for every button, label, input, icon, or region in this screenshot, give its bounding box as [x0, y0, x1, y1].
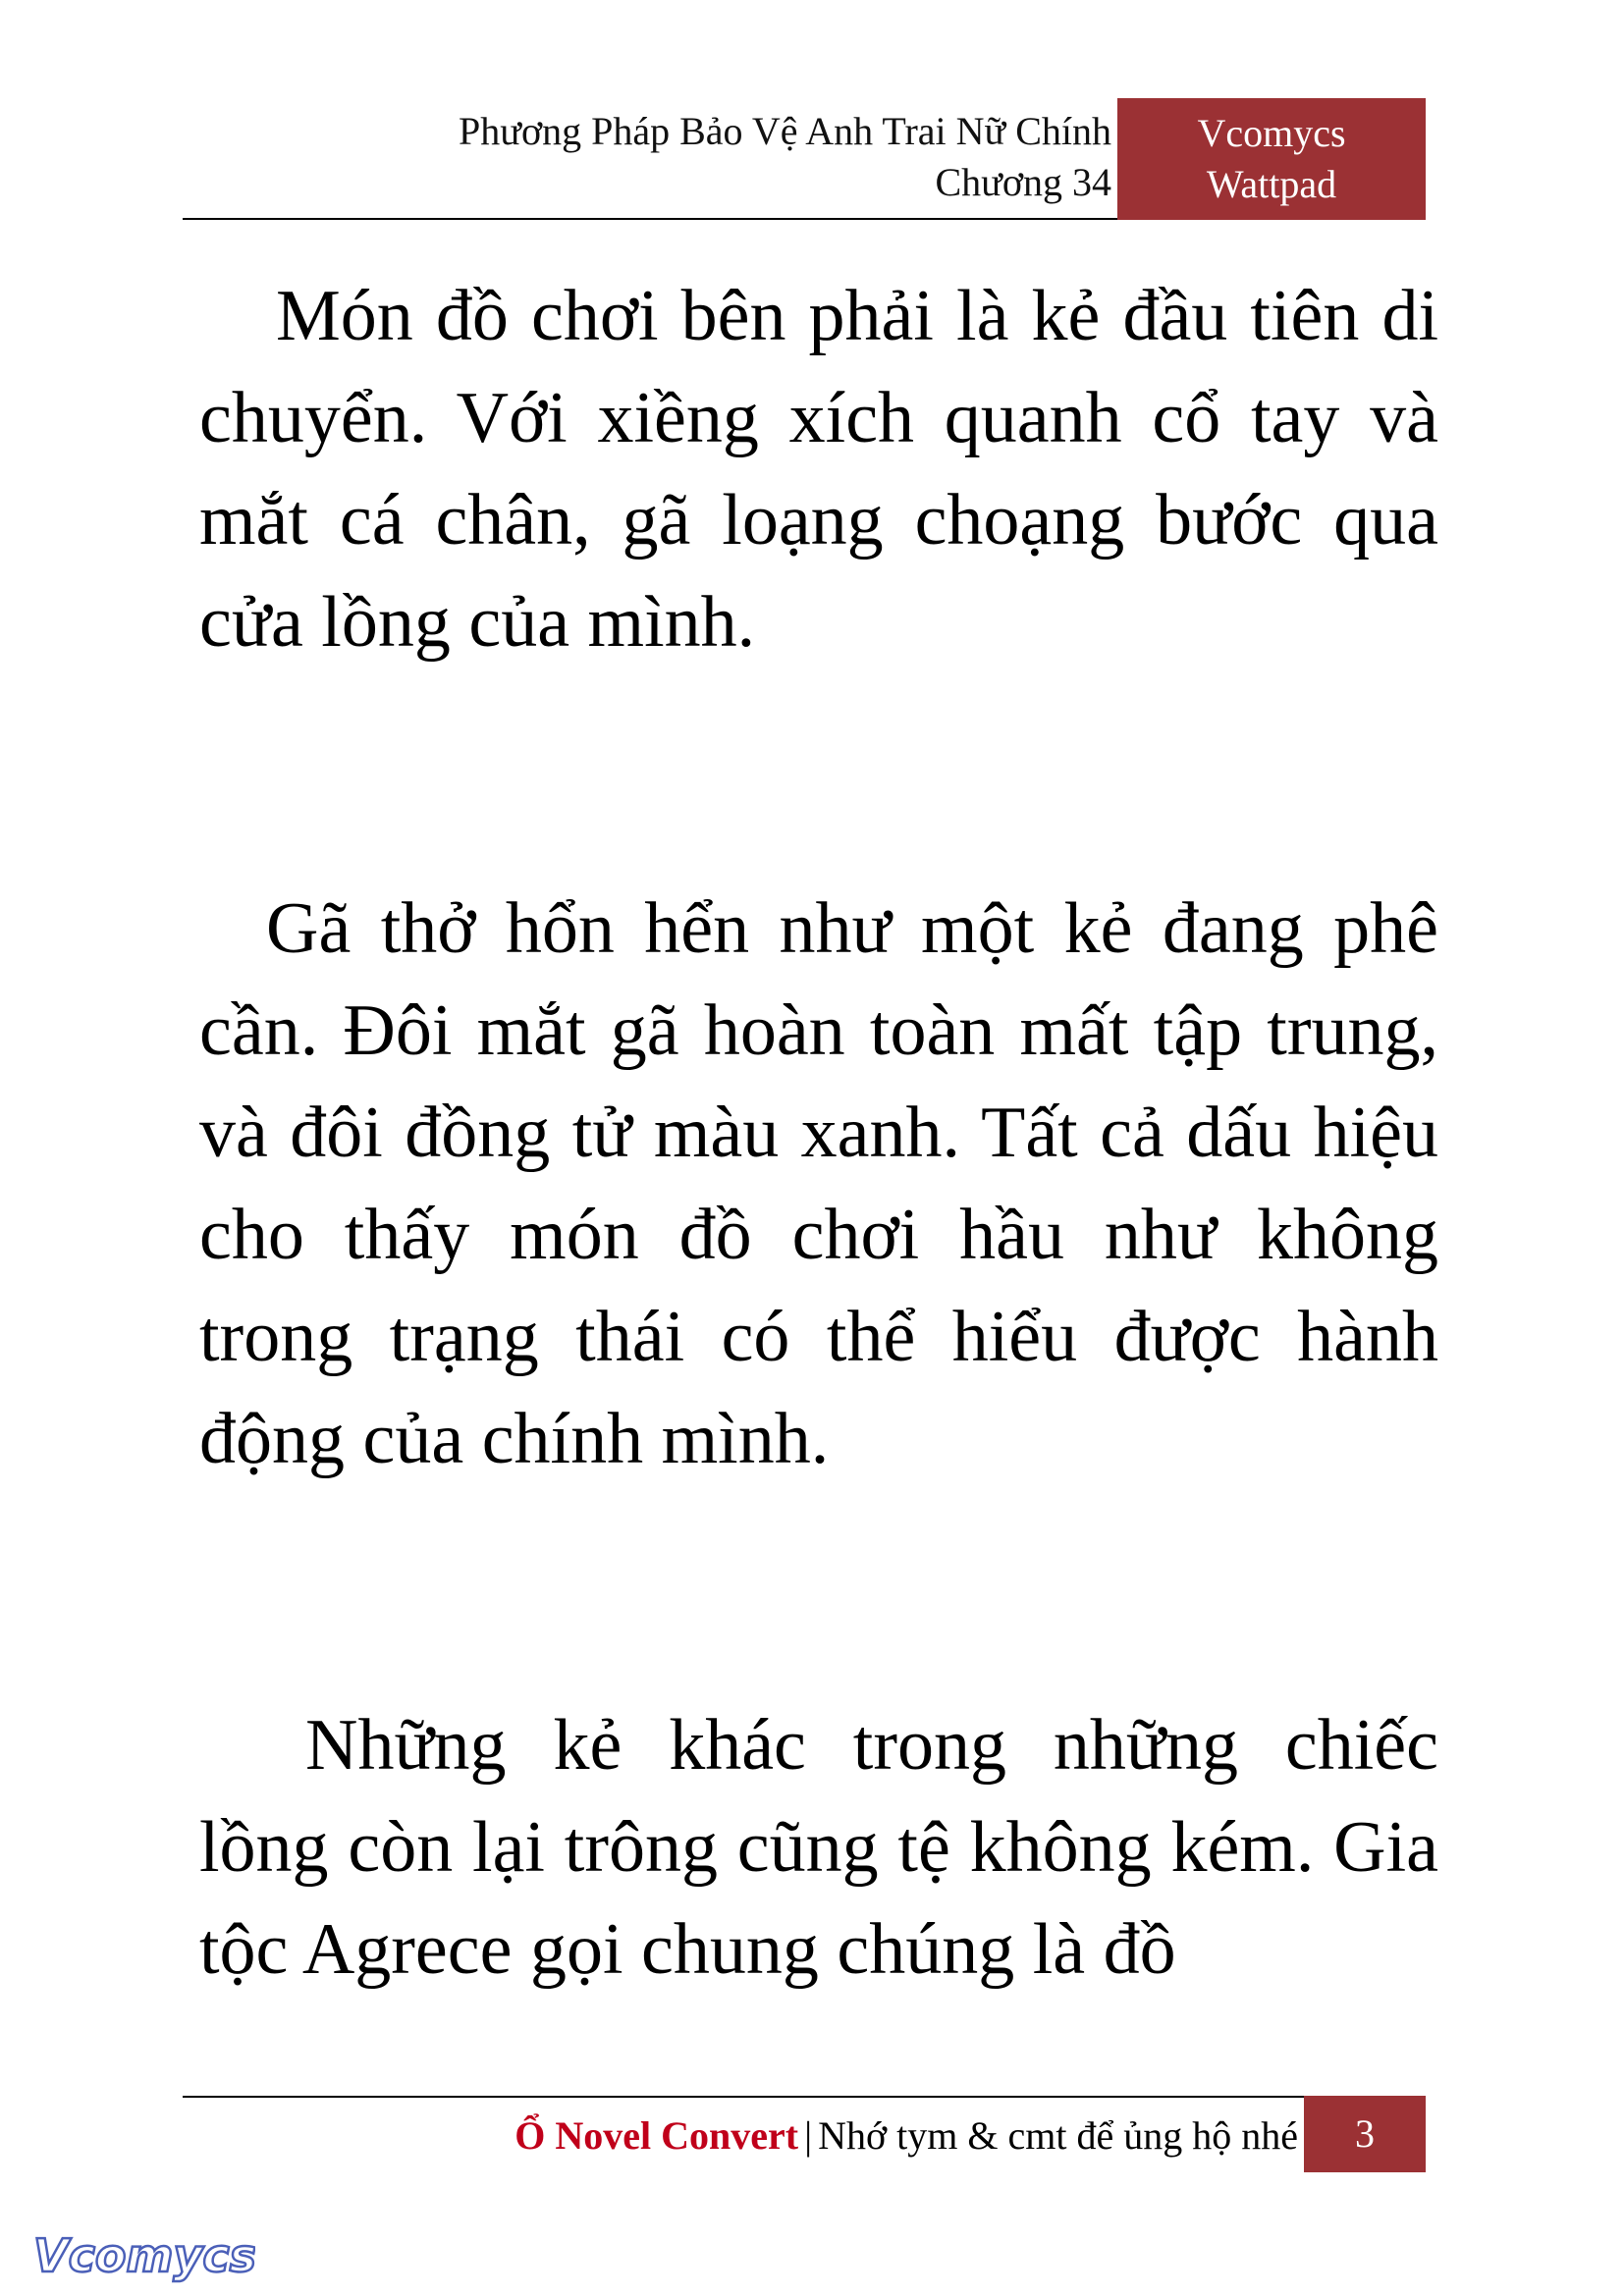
header-title-block: [459, 106, 1111, 208]
paragraph-2: Gã thở hổn hển như một kẻ đang phê cần. Đôi mắt gã hoàn toàn mất tập trung, và đôi đồng tử màu xanh. Tất cả dấu hiệu cho thấy món đồ chơi hầu như không trong trạng thái có thể hiểu được hành động của chính mình.: [199, 888, 1438, 1479]
source-badge: [1117, 98, 1426, 220]
paragraph-1: Món đồ chơi bên phải là kẻ đầu tiên di chuyển. Với xiềng xích quanh cổ tay và mắt cá chân, gã loạng choạng bước qua cửa lồng của mình.: [199, 276, 1438, 663]
footer-message: Nhớ tym & cmt để ủng hộ nhé: [818, 2113, 1298, 2158]
badge-line-wattpad: Wattpad: [1206, 162, 1337, 206]
footer-caption: [514, 2104, 1298, 2168]
watermark-text: Vcomycs: [33, 2229, 255, 2282]
chapter-label: Chương 34: [935, 160, 1111, 204]
vcomycs-logo-icon: [29, 2226, 255, 2285]
header-divider: [183, 218, 1117, 220]
badge-line-vcomycs: Vcomycs: [1197, 111, 1346, 155]
footer-brand: Ổ Novel Convert: [514, 2113, 799, 2158]
page-header: [183, 98, 1426, 220]
page-footer: [183, 2096, 1426, 2172]
footer-separator: |: [804, 2113, 813, 2158]
book-title: Phương Pháp Bảo Vệ Anh Trai Nữ Chính: [459, 109, 1111, 153]
page-number: 3: [1304, 2096, 1426, 2172]
paragraph-3: Những kẻ khác trong những chiếc lồng còn lại trông cũng tệ không kém. Gia tộc Agrece gọi chung chúng là đồ: [199, 1705, 1438, 1990]
watermark-logo-graphic: [29, 2226, 255, 2285]
footer-divider: [183, 2096, 1426, 2098]
chapter-content: [199, 265, 1438, 2001]
